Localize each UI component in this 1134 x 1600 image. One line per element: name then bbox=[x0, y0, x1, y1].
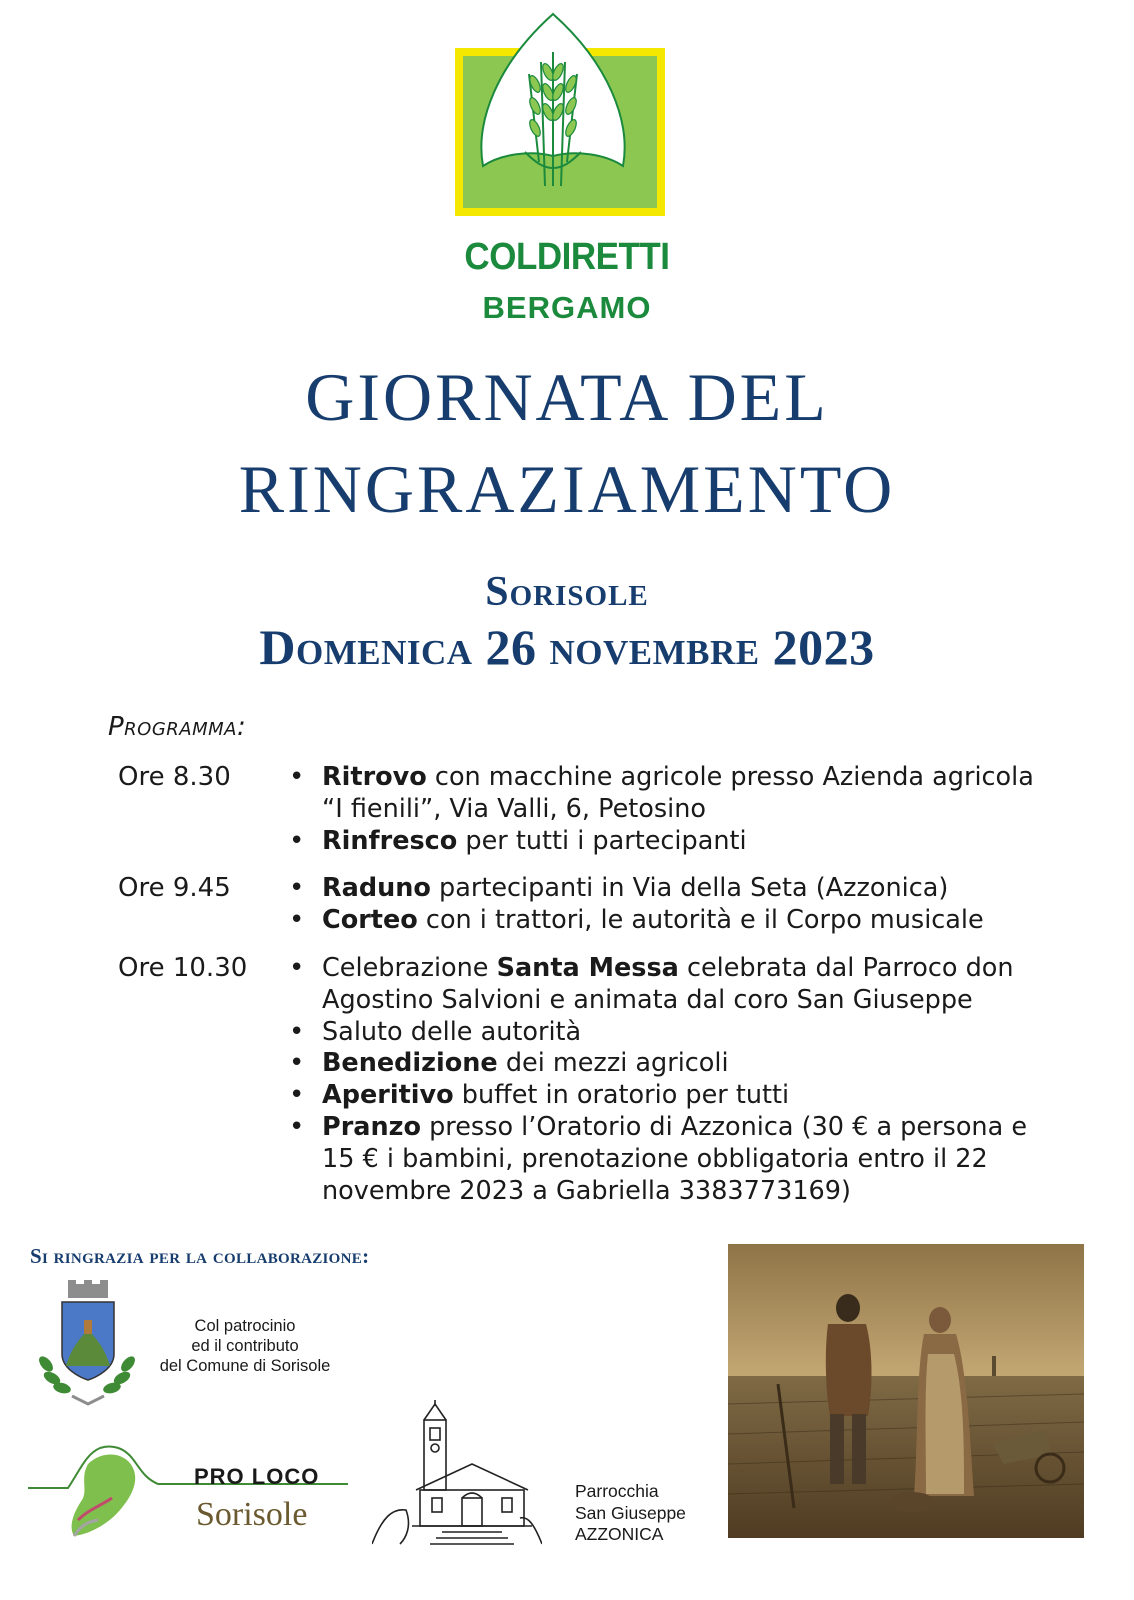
programme-time: Ore 10.30 bbox=[118, 953, 248, 983]
programme-item: • Saluto delle autorità bbox=[292, 1017, 1052, 1049]
angelus-painting bbox=[728, 1244, 1084, 1538]
comune-coat-of-arms bbox=[32, 1280, 142, 1410]
programme-item: • Raduno partecipanti in Via della Seta (Azzonica) bbox=[292, 873, 1052, 905]
programme-time: Ore 9.45 bbox=[118, 873, 231, 903]
parish-name: Parrocchia San Giuseppe AZZONICA bbox=[575, 1481, 686, 1544]
programme-item: • Pranzo presso l’Oratorio di Azzonica (30 € a persona e 15 € i bambini, prenotazione obbligatoria entro il 22 novembre 2023 a Gabriella 3383773169) bbox=[292, 1112, 1052, 1207]
programme-list bbox=[292, 953, 1052, 1207]
programme-item: • Ritrovo con macchine agricole presso Azienda agricola “I fienili”, Via Valli, 6, Petosino bbox=[292, 762, 1052, 826]
programme-list bbox=[292, 873, 1052, 937]
programme-item: • Rinfresco per tutti i partecipanti bbox=[292, 826, 1052, 858]
programme-item: • Aperitivo buffet in oratorio per tutti bbox=[292, 1080, 1052, 1112]
proloco-name: PRO LOCO bbox=[194, 1464, 320, 1489]
event-title-line1: GIORNATA DEL bbox=[305, 359, 829, 435]
church-drawing bbox=[372, 1398, 542, 1548]
organization-city: BERGAMO bbox=[482, 290, 652, 325]
programme-item: • Corteo con i trattori, le autorità e il Corpo musicale bbox=[292, 905, 1052, 937]
organization-name: COLDIRETTI bbox=[464, 236, 670, 278]
programme-time: Ore 8.30 bbox=[118, 762, 231, 792]
event-date: Domenica 26 novembre 2023 bbox=[259, 619, 875, 675]
programme-item: • Celebrazione Santa Messa celebrata dal Parroco don Agostino Salvioni e animata dal coro San Giuseppe bbox=[292, 953, 1052, 1017]
event-place: Sorisole bbox=[485, 569, 649, 615]
thanks-heading: Si ringrazia per la collaborazione: bbox=[30, 1244, 370, 1268]
coldiretti-logo bbox=[455, 12, 677, 224]
programme-label: Programma: bbox=[108, 712, 247, 742]
programme-item: • Benedizione dei mezzi agricoli bbox=[292, 1048, 1052, 1080]
programme-list bbox=[292, 762, 1052, 857]
proloco-town: Sorisole bbox=[196, 1496, 308, 1533]
event-title-line2: RINGRAZIAMENTO bbox=[238, 451, 896, 527]
patronage-note: Col patrocinio ed il contributo del Comune di Sorisole bbox=[159, 1317, 331, 1375]
